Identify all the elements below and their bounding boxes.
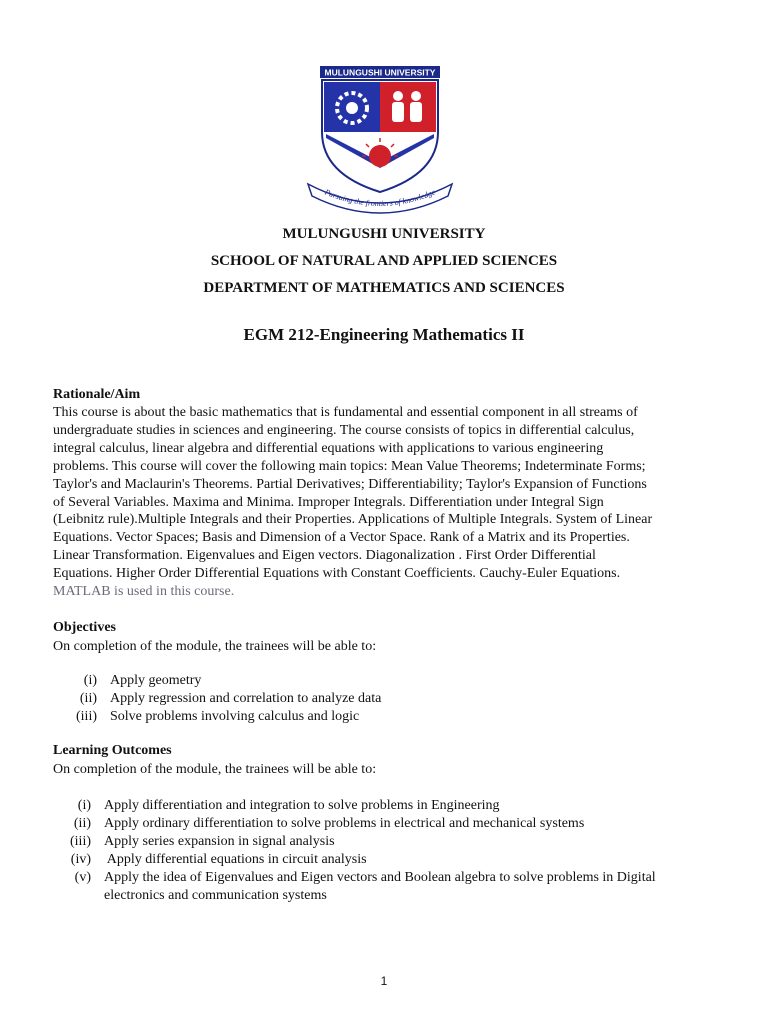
course-title: EGM 212-Engineering Mathematics II — [243, 325, 525, 344]
university-name: MULUNGUSHI UNIVERSITY — [282, 226, 486, 242]
department-name: DEPARTMENT OF MATHEMATICS AND SCIENCES — [203, 280, 565, 296]
rationale-line: Taylor's and Maclaurin's Theorems. Partial Derivatives; Differentiability; Taylor's Expansion of Functions — [53, 476, 647, 492]
list-text: Apply differential equations in circuit analysis — [104, 852, 367, 867]
list-item — [53, 797, 723, 815]
rationale-line: of Several Variables. Maxima and Minima. Improper Integrals. Differentiation under Integral Sign — [53, 494, 604, 510]
rationale-line: This course is about the basic mathematics that is fundamental and essential component in all streams of — [53, 405, 638, 420]
list-text: Apply regression and correlation to analyze data — [110, 691, 382, 706]
list-item — [53, 833, 723, 851]
objectives-list — [53, 672, 713, 726]
list-number: (i) — [77, 798, 91, 813]
crest-motto-text: Pursuing the frontiers of knowledge — [323, 187, 437, 209]
rationale-line: integral calculus, linear algebra and differential equations with applications to various engineering — [53, 440, 604, 456]
list-text: Apply the idea of Eigenvalues and Eigen vectors and Boolean algebra to solve problems in Digital — [104, 870, 656, 885]
list-item — [53, 869, 723, 887]
list-text: Solve problems involving calculus and logic — [110, 709, 360, 724]
outcomes-heading: Learning Outcomes — [53, 743, 172, 758]
rationale-line: Equations. Vector Spaces; Basis and Dimension of a Vector Space. Rank of a Matrix and its Properties. — [53, 530, 630, 546]
list-number: (ii) — [79, 691, 97, 706]
rationale-line: Equations. Higher Order Differential Equations with Constant Coefficients. Cauchy-Euler Equations. — [53, 566, 621, 582]
list-item — [53, 690, 713, 708]
crest-sun-icon — [369, 145, 391, 167]
rationale-paragraph — [53, 404, 713, 601]
outcomes-list — [53, 797, 723, 905]
school-name: SCHOOL OF NATURAL AND APPLIED SCIENCES — [210, 253, 558, 269]
list-number: (ii) — [73, 816, 91, 831]
list-text: electronics and communication systems — [104, 888, 327, 903]
list-item — [53, 815, 723, 833]
list-number: (i) — [83, 673, 97, 688]
list-number: (iv) — [70, 852, 91, 867]
objectives-intro: On completion of the module, the trainees will be able to: — [53, 639, 377, 654]
list-text: Apply differentiation and integration to solve problems in Engineering — [104, 798, 500, 813]
list-item — [53, 672, 713, 690]
rationale-line: problems. This course will cover the following main topics: Mean Value Theorems; Indeterminate Forms; — [53, 458, 646, 474]
list-text: Apply series expansion in signal analysis — [104, 834, 335, 849]
matlab-note: MATLAB is used in this course. — [53, 584, 235, 600]
list-text: Apply ordinary differentiation to solve problems in electrical and mechanical systems — [104, 816, 585, 831]
list-item — [53, 887, 723, 905]
list-text: Apply geometry — [110, 673, 202, 688]
list-number: (v) — [74, 870, 91, 885]
list-number: (iii) — [70, 834, 91, 849]
rationale-line: Linear Transformation. Eigenvalues and Eigen vectors. Diagonalization . First Order Differential — [53, 548, 596, 564]
rationale-line: undergraduate studies in sciences and engineering. The course consists of topics in differential calculus, — [53, 422, 635, 438]
crest-banner-text: MULUNGUSHI UNIVERSITY — [324, 67, 436, 78]
crest-red-quarter — [380, 82, 436, 132]
objectives-heading: Objectives — [53, 620, 116, 635]
rationale-line: (Leibnitz rule).Multiple Integrals and their Properties. Applications of Multiple Integrals. System of Linear — [53, 512, 653, 528]
outcomes-intro: On completion of the module, the trainees will be able to: — [53, 762, 377, 777]
university-crest-logo — [300, 62, 460, 216]
page-number: 1 — [380, 974, 388, 988]
list-item — [53, 851, 723, 869]
list-item — [53, 708, 713, 726]
list-number: (iii) — [76, 709, 97, 724]
rationale-heading: Rationale/Aim — [53, 387, 141, 402]
